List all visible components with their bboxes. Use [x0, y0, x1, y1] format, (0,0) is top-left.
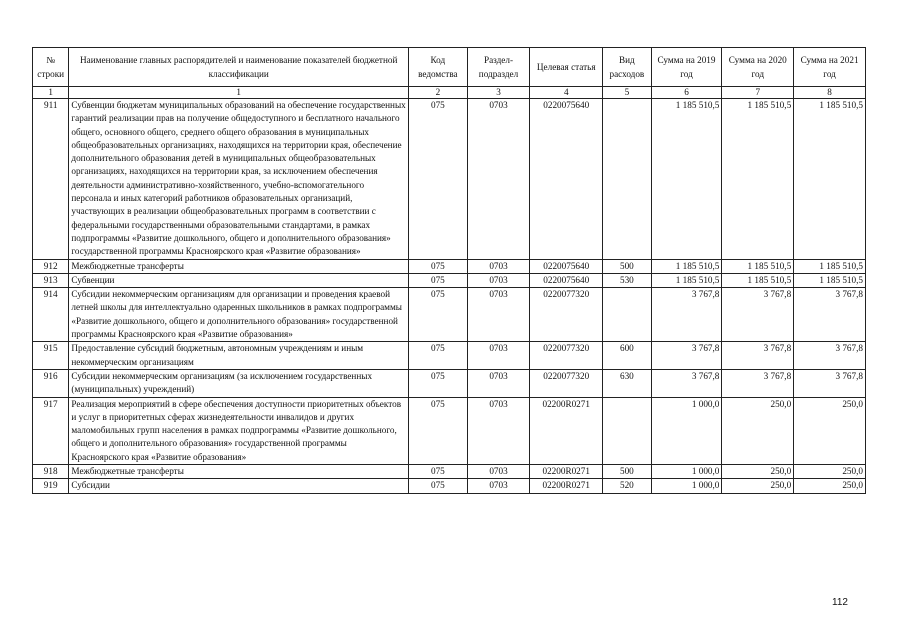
row-number: 915: [33, 342, 69, 370]
row-sum-2021: 1 185 510,5: [794, 259, 866, 273]
row-number: 917: [33, 397, 69, 464]
row-sum-2021: 3 767,8: [794, 369, 866, 397]
row-sum-2019: 1 185 510,5: [651, 99, 722, 260]
row-department-code: 075: [409, 288, 468, 342]
row-sum-2020: 1 185 510,5: [722, 273, 794, 287]
row-expense-type: 530: [603, 273, 652, 287]
row-expense-type: 630: [603, 369, 652, 397]
row-sum-2019: 3 767,8: [651, 342, 722, 370]
row-name: Межбюджетные трансферты: [69, 259, 409, 273]
header-row: [33, 48, 866, 87]
table-row: [33, 273, 866, 287]
row-section: 0703: [467, 273, 530, 287]
column-number: 8: [794, 87, 866, 99]
row-target-article: 0220077320: [530, 342, 603, 370]
row-sum-2021: 1 185 510,5: [794, 99, 866, 260]
row-department-code: 075: [409, 342, 468, 370]
row-name: Межбюджетные трансферты: [69, 465, 409, 479]
row-expense-type: 600: [603, 342, 652, 370]
row-sum-2019: 1 000,0: [651, 465, 722, 479]
row-name: Субсидии некоммерческим организациям для организации и проведения краевой летней школы для интеллектуально одаренных школьников в рамках подпрограммы «Развитие дошкольного, общего и дополнительного образования» государственной программы Красноярского края «Развитие образования»: [69, 288, 409, 342]
header-sum-2020: Сумма на 2020 год: [722, 48, 794, 87]
row-sum-2019: 1 000,0: [651, 397, 722, 464]
row-target-article: 02200R0271: [530, 465, 603, 479]
row-target-article: 0220077320: [530, 288, 603, 342]
row-sum-2020: 1 185 510,5: [722, 259, 794, 273]
row-section: 0703: [467, 259, 530, 273]
row-sum-2021: 1 185 510,5: [794, 273, 866, 287]
row-sum-2020: 250,0: [722, 397, 794, 464]
column-number: 7: [722, 87, 794, 99]
row-sum-2019: 1 000,0: [651, 479, 722, 493]
row-department-code: 075: [409, 465, 468, 479]
table-row: [33, 479, 866, 493]
column-number: 1: [69, 87, 409, 99]
row-sum-2021: 250,0: [794, 397, 866, 464]
row-number: 919: [33, 479, 69, 493]
row-target-article: 02200R0271: [530, 479, 603, 493]
row-number: 913: [33, 273, 69, 287]
row-department-code: 075: [409, 273, 468, 287]
column-number: 4: [530, 87, 603, 99]
row-section: 0703: [467, 465, 530, 479]
column-number-row: [33, 87, 866, 99]
row-number: 914: [33, 288, 69, 342]
column-number: 5: [603, 87, 652, 99]
table-row: [33, 259, 866, 273]
table-row: [33, 465, 866, 479]
row-sum-2021: 3 767,8: [794, 342, 866, 370]
row-section: 0703: [467, 369, 530, 397]
header-section: Раздел-подраздел: [467, 48, 530, 87]
row-section: 0703: [467, 397, 530, 464]
table-row: [33, 99, 866, 260]
row-sum-2020: 250,0: [722, 479, 794, 493]
row-sum-2019: 3 767,8: [651, 369, 722, 397]
row-name: Субсидии некоммерческим организациям (за исключением государственных (муниципальных) учреждений): [69, 369, 409, 397]
row-department-code: 075: [409, 397, 468, 464]
column-number: 6: [651, 87, 722, 99]
column-number: 1: [33, 87, 69, 99]
row-name: Предоставление субсидий бюджетным, автономным учреждениям и иным некоммерческим организациям: [69, 342, 409, 370]
column-number: 2: [409, 87, 468, 99]
row-target-article: 0220075640: [530, 99, 603, 260]
row-sum-2019: 1 185 510,5: [651, 259, 722, 273]
table-row: [33, 342, 866, 370]
row-target-article: 0220077320: [530, 369, 603, 397]
row-name: Субсидии: [69, 479, 409, 493]
row-department-code: 075: [409, 99, 468, 260]
row-department-code: 075: [409, 259, 468, 273]
header-department-code: Код ведомства: [409, 48, 468, 87]
row-section: 0703: [467, 479, 530, 493]
row-expense-type: 500: [603, 259, 652, 273]
row-number: 911: [33, 99, 69, 260]
page-number: 112: [832, 597, 848, 608]
table-row: [33, 288, 866, 342]
row-sum-2021: 3 767,8: [794, 288, 866, 342]
column-number: 3: [467, 87, 530, 99]
row-sum-2020: 3 767,8: [722, 288, 794, 342]
row-expense-type: [603, 99, 652, 260]
row-sum-2020: 3 767,8: [722, 342, 794, 370]
row-sum-2020: 1 185 510,5: [722, 99, 794, 260]
table-row: [33, 369, 866, 397]
header-row-number: № строки: [33, 48, 69, 87]
row-name: Субвенции: [69, 273, 409, 287]
row-name: Реализация мероприятий в сфере обеспечения доступности приоритетных объектов и услуг в приоритетных сферах жизнедеятельности инвалидов и других маломобильных групп населения в рамках подпрограммы «Развитие дошкольного, общего и дополнительного образования» государственной программы Красноярского края «Развитие образования»: [69, 397, 409, 464]
row-sum-2020: 250,0: [722, 465, 794, 479]
row-target-article: 0220075640: [530, 259, 603, 273]
row-expense-type: 500: [603, 465, 652, 479]
row-name: Субвенции бюджетам муниципальных образований на обеспечение государственных гарантий реализации прав на получение общедоступного и бесплатного начального общего, основного общего, среднего общего образования в муниципальных общеобразовательных организациях, находящихся на территории края, обеспечение дополнительного образования детей в муниципальных общеобразовательных организациях, находящихся на территории края, за исключением обеспечения деятельности административно-хозяйственного, учебно-вспомогательного персонала и иных категорий работников образовательных организаций, участвующих в реализации общеобразовательных программ в соответствии с федеральными государственными образовательными стандартами, в рамках подпрограммы «Развитие дошкольного, общего и дополнительного образования» государственной программы Красноярского края «Развитие образования»: [69, 99, 409, 260]
row-number: 918: [33, 465, 69, 479]
row-number: 916: [33, 369, 69, 397]
row-target-article: 02200R0271: [530, 397, 603, 464]
row-sum-2021: 250,0: [794, 465, 866, 479]
table-row: [33, 397, 866, 464]
row-number: 912: [33, 259, 69, 273]
header-expense-type: Вид расходов: [603, 48, 652, 87]
row-department-code: 075: [409, 369, 468, 397]
row-sum-2019: 1 185 510,5: [651, 273, 722, 287]
row-section: 0703: [467, 342, 530, 370]
row-section: 0703: [467, 99, 530, 260]
row-sum-2019: 3 767,8: [651, 288, 722, 342]
row-expense-type: [603, 397, 652, 464]
row-sum-2020: 3 767,8: [722, 369, 794, 397]
budget-table: [32, 47, 866, 494]
header-name: Наименование главных распорядителей и наименование показателей бюджетной классификации: [69, 48, 409, 87]
row-expense-type: [603, 288, 652, 342]
header-sum-2021: Сумма на 2021 год: [794, 48, 866, 87]
row-target-article: 0220075640: [530, 273, 603, 287]
row-sum-2021: 250,0: [794, 479, 866, 493]
row-section: 0703: [467, 288, 530, 342]
row-expense-type: 520: [603, 479, 652, 493]
row-department-code: 075: [409, 479, 468, 493]
header-sum-2019: Сумма на 2019 год: [651, 48, 722, 87]
header-target-article: Целевая статья: [530, 48, 603, 87]
